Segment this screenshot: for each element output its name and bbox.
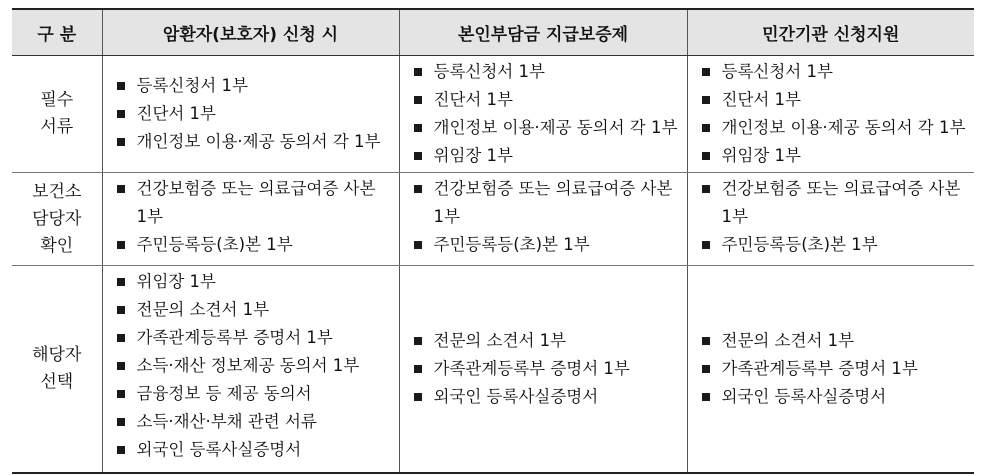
header-private-agency-support: 민간기관 신청지원 <box>687 9 974 56</box>
list-item: 전문의 소견서 1부 <box>117 296 391 324</box>
list-item: 등록신청서 1부 <box>702 58 967 86</box>
list-item: 위임장 1부 <box>117 268 391 296</box>
row-category-health-center <box>12 173 102 266</box>
list-item: 등록신청서 1부 <box>117 72 391 100</box>
list-item: 진단서 1부 <box>702 86 967 114</box>
list-item: 전문의 소견서 1부 <box>414 327 679 355</box>
cell-required-copay <box>399 56 687 173</box>
list-item: 개인정보 이용·제공 동의서 각 1부 <box>117 128 391 156</box>
list-item: 진단서 1부 <box>414 86 679 114</box>
list-item: 외국인 등록사실증명서 <box>414 383 679 411</box>
table-row-health-center-check <box>12 173 974 266</box>
list-item: 가족관계등록부 증명서 1부 <box>414 355 679 383</box>
list-item: 외국인 등록사실증명서 <box>117 436 391 464</box>
cell-health-center-patient <box>102 173 399 266</box>
list-item: 가족관계등록부 증명서 1부 <box>702 355 967 383</box>
table-row-optional <box>12 266 974 474</box>
cell-optional-patient <box>102 266 399 474</box>
cell-optional-private <box>687 266 974 474</box>
table-row-required <box>12 56 974 173</box>
list-item: 개인정보 이용·제공 동의서 각 1부 <box>414 114 679 142</box>
list-item: 등록신청서 1부 <box>414 58 679 86</box>
category-line: 보건소 <box>32 181 82 202</box>
row-category-required <box>12 56 102 173</box>
list-item: 건강보험증 또는 의료급여증 사본 1부 <box>414 175 679 231</box>
list-item: 위임장 1부 <box>414 142 679 170</box>
list-item: 소득·재산·부채 관련 서류 <box>117 408 391 436</box>
row-category-optional <box>12 266 102 474</box>
category-line: 확인 <box>40 235 74 256</box>
list-item: 건강보험증 또는 의료급여증 사본 1부 <box>702 175 967 231</box>
document-requirements-table <box>12 8 974 474</box>
list-item: 가족관계등록부 증명서 1부 <box>117 324 391 352</box>
category-line: 선택 <box>40 372 74 392</box>
category-line: 담당자 <box>32 208 82 229</box>
list-item: 진단서 1부 <box>117 100 391 128</box>
category-line: 해당자 <box>32 345 82 365</box>
list-item: 주민등록등(초)본 1부 <box>414 231 679 259</box>
header-copay-guarantee: 본인부담금 지급보증제 <box>399 9 687 56</box>
list-item: 금융정보 등 제공 동의서 <box>117 380 391 408</box>
list-item: 개인정보 이용·제공 동의서 각 1부 <box>702 114 967 142</box>
category-line: 서류 <box>40 117 74 137</box>
list-item: 주민등록등(초)본 1부 <box>702 231 967 259</box>
header-row <box>12 9 974 56</box>
list-item: 소득·재산 정보제공 동의서 1부 <box>117 352 391 380</box>
list-item: 건강보험증 또는 의료급여증 사본 1부 <box>117 175 391 231</box>
list-item: 외국인 등록사실증명서 <box>702 383 967 411</box>
cell-health-center-private <box>687 173 974 266</box>
cell-optional-copay <box>399 266 687 474</box>
list-item: 전문의 소견서 1부 <box>702 327 967 355</box>
list-item: 위임장 1부 <box>702 142 967 170</box>
header-patient-application: 암환자(보호자) 신청 시 <box>102 9 399 56</box>
cell-required-patient <box>102 56 399 173</box>
list-item: 주민등록등(초)본 1부 <box>117 231 391 259</box>
cell-health-center-copay <box>399 173 687 266</box>
cell-required-private <box>687 56 974 173</box>
category-line: 필수 <box>40 90 74 110</box>
header-category: 구 분 <box>12 9 102 56</box>
